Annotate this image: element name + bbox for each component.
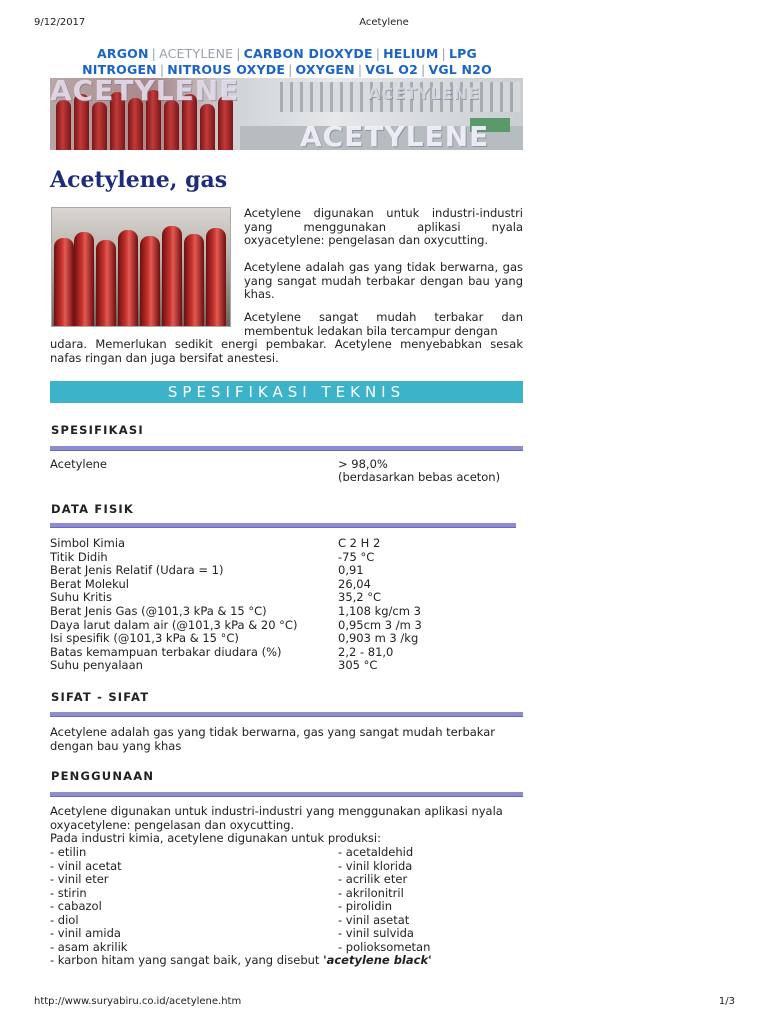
data-fisik-value: 0,91 [338,563,364,578]
cylinder-graphic [54,238,74,327]
data-fisik-value: 0,95cm 3 /m 3 [338,617,422,632]
product-item: - vinil eter [50,872,109,886]
cylinder-graphic [92,102,107,150]
nav-separator: | [357,62,363,77]
spec-banner: SPESIFIKASI TEKNIS [50,381,523,403]
product-item: - diol [50,912,79,927]
gas-nav-row-2 [50,62,524,77]
section-heading-sifat: SIFAT - SIFAT [51,690,150,704]
penggunaan-intro: Acetylene digunakan untuk industri-industri yang menggunakan aplikasi nyala oxyacetylene: pengelasan dan oxycutting. [50,804,503,832]
spec-value: > 98,0% [338,457,388,471]
product-item: - cabazol [50,899,102,913]
gas-cylinders-photo [51,207,231,327]
nav-separator: | [441,46,446,61]
sifat-text: Acetylene adalah gas yang tidak berwarna, gas yang sangat mudah terbakar dengan bau yang khas [50,725,496,753]
print-date: 9/12/2017 [34,17,86,28]
product-item: - vinil klorida [338,858,413,873]
nav-separator: | [421,62,426,77]
product-item: - vinil sulvida [338,926,414,940]
spec-label: Acetylene [50,457,108,471]
section-divider [50,523,516,528]
penggunaan-intro-2: Pada industri kimia, acetylene digunakan untuk produksi: [50,831,381,845]
product-last-text: - karbon hitam yang sangat baik, yang disebut [50,953,324,967]
cylinder-graphic [118,230,138,327]
cylinder-graphic [164,100,179,150]
product-item: - vinil asetat [338,912,410,927]
intro-paragraph-1: Acetylene digunakan untuk industri-industri yang menggunakan aplikasi nyala oxyacetylene: pengelasan dan oxycutting. [244,206,523,247]
nav-separator: | [236,46,241,61]
data-fisik-value: 305 °C [338,658,378,673]
banner-text: ACETYLENE [368,84,480,103]
cylinder-graphic [56,100,71,150]
data-fisik-value: -75 °C [338,549,375,564]
intro-paragraph-3b: udara. Memerlukan sedikit energi pembakar. Acetylene menyebabkan sesak nafas ringan dan juga bersifat anestesi. [50,337,523,365]
data-fisik-label: Titik Didih [50,549,108,564]
product-item: - asam akrilik [50,939,128,954]
section-heading-spesifikasi: SPESIFIKASI [51,423,144,437]
product-list-last [50,954,523,968]
nav-link-acetylene[interactable]: ACETYLENE [159,46,234,61]
nav-link-nitrogen[interactable]: NITROGEN [82,62,157,77]
banner-text: ACETYLENE [50,78,240,107]
data-fisik-label: Berat Molekul [50,576,129,591]
spec-value-note: (berdasarkan bebas aceton) [338,470,501,484]
data-fisik-value: C 2 H 2 [338,536,381,550]
data-fisik-label: Suhu Kritis [50,590,112,605]
page-title: Acetylene, gas [50,167,228,193]
nav-link-lpg[interactable]: LPG [448,46,477,61]
nav-link-vgl-n2o[interactable]: VGL N2O [428,62,492,77]
cylinder-graphic [96,240,116,327]
section-divider [50,792,523,797]
page-url: http://www.suryabiru.co.id/acetylene.htm [34,996,242,1007]
nav-separator: | [159,62,165,77]
product-item: - vinil amida [50,926,121,940]
data-fisik-label: Batas kemampuan terbakar diudara (%) [50,644,282,659]
data-fisik-label: Isi spesifik (@101,3 kPa & 15 °C) [50,631,239,646]
print-header [0,17,768,31]
product-item: - acetaldehid [338,845,414,859]
nav-separator: | [151,46,157,61]
gas-nav-row-1 [50,46,524,61]
cylinder-graphic [206,228,226,327]
section-divider [50,446,523,451]
data-fisik-value: 35,2 °C [338,590,382,605]
cylinder-graphic [184,234,204,327]
cylinder-graphic [162,226,182,327]
product-item: - acrilik eter [338,872,408,886]
nav-link-oxygen[interactable]: OXYGEN [295,62,355,77]
data-fisik-value: 1,108 kg/cm 3 [338,604,421,618]
nav-separator: | [288,62,293,77]
data-fisik-label: Daya larut dalam air (@101,3 kPa & 20 °C) [50,617,298,632]
header-banner-image [50,78,523,150]
nav-separator: | [375,46,381,61]
cylinder-graphic [74,232,94,327]
product-item: - stirin [50,885,87,900]
section-divider [50,712,523,717]
product-item: - pirolidin [338,899,392,913]
data-fisik-label: Suhu penyalaan [50,658,143,673]
product-item: - polioksometan [338,939,431,954]
data-fisik-label: Berat Jenis Relatif (Udara = 1) [50,563,224,578]
data-fisik-label: Simbol Kimia [50,536,126,550]
nav-link-helium[interactable]: HELIUM [383,46,439,61]
product-item: - etilin [50,845,87,859]
intro-paragraph-3a: Acetylene sangat mudah terbakar dan membentuk ledakan bila tercampur dengan [244,310,523,338]
section-heading-penggunaan: PENGGUNAAN [51,769,155,783]
product-item: - vinil acetat [50,858,122,873]
nav-link-nitrous-oxyde[interactable]: NITROUS OXYDE [167,62,286,77]
nav-link-vgl-o2[interactable]: VGL O2 [365,62,419,77]
product-item: - akrilonitril [338,885,404,900]
data-fisik-value: 2,2 - 81,0 [338,644,394,659]
acetylene-black-emphasis: 'acetylene black' [323,953,432,967]
nav-link-carbon-dioxyde[interactable]: CARBON DIOXYDE [243,46,373,61]
data-fisik-label: Berat Jenis Gas (@101,3 kPa & 15 °C) [50,604,267,618]
cylinder-graphic [140,236,160,327]
cylinder-graphic [200,104,215,150]
banner-text: ACETYLENE [300,120,490,150]
section-heading-data-fisik: DATA FISIK [51,502,135,516]
print-title: Acetylene [359,17,409,28]
page-number: 1/3 [718,996,735,1007]
nav-link-argon[interactable]: ARGON [97,46,149,61]
data-fisik-value: 0,903 m 3 /kg [338,631,419,646]
intro-paragraph-2: Acetylene adalah gas yang tidak berwarna, gas yang sangat mudah terbakar dengan bau yang khas. [244,260,523,301]
data-fisik-value: 26,04 [338,576,371,591]
